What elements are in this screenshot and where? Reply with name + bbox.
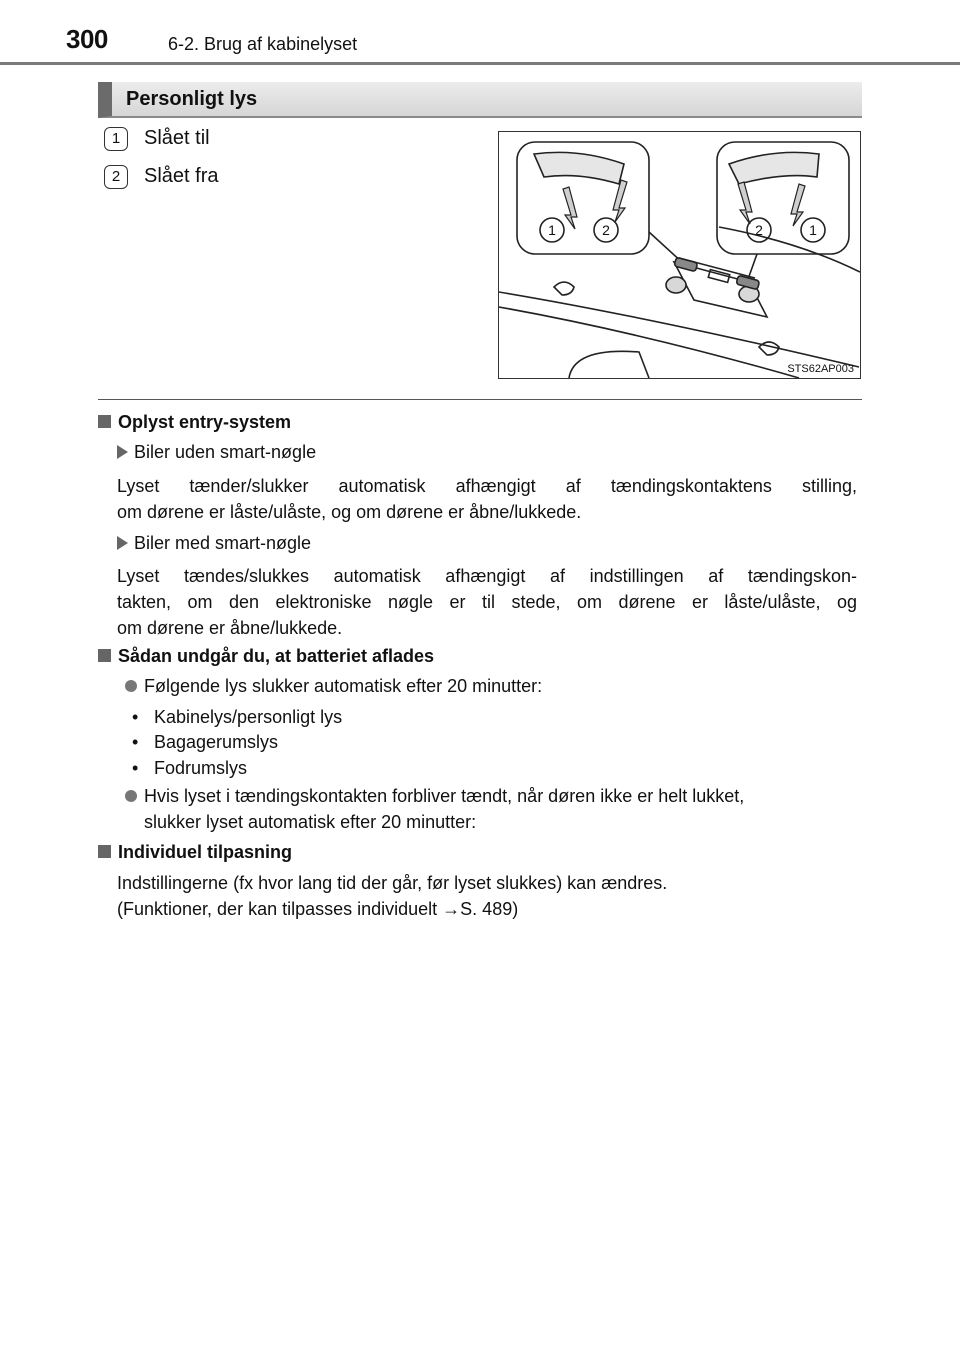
figure-code: STS62AP003 (787, 363, 854, 375)
list-item-text: Fodrumslys (154, 758, 248, 778)
callout-left-2: 2 (602, 222, 610, 238)
number-badge: 2 (104, 165, 128, 189)
dot-point-ignition-light (125, 783, 860, 835)
item-label: Slået til (144, 127, 210, 149)
page-number: 300 (66, 24, 108, 54)
heading-text: Individuel tilpasning (118, 842, 293, 862)
paragraph-line: om dørene er åbne/lukkede. (117, 618, 343, 638)
heading-text: Oplyst entry-system (118, 412, 292, 432)
note-heading-battery (98, 643, 434, 669)
note-heading-customization (98, 839, 292, 865)
section-title: Personligt lys (126, 88, 258, 110)
subheading-text: Biler uden smart-nøgle (134, 442, 317, 462)
list-item-text: Kabinelys/personligt lys (154, 707, 343, 727)
subheading-text: Biler med smart-nøgle (134, 533, 312, 553)
point-text: slukker lyset automatisk efter 20 minutter: (144, 812, 477, 832)
list-item: • Kabinelys/personligt lys (132, 707, 343, 727)
paragraph-line: Indstillingerne (fx hvor lang tid der går, før lyset slukkes) kan ændres. (117, 873, 668, 893)
paragraph-line: om dørene er låste/ulåste, og om dørene er åbne/lukkede. (117, 502, 582, 522)
square-bullet-icon (98, 845, 111, 858)
point-text: Følgende lys slukker automatisk efter 20 minutter: (144, 676, 543, 696)
point-text: Hvis lyset i tændingskontakten forbliver tændt, når døren ikke er helt lukket, (144, 786, 745, 806)
paragraph-line: Lyset tændes/slukkes automatisk afhængigt af indstillingen af tændingskon- (117, 566, 857, 586)
list-item: • Fodrumslys (132, 758, 248, 778)
overhead-console-drawing (499, 132, 860, 378)
callout-right-1: 1 (809, 222, 817, 238)
circle-bullet-icon (125, 790, 137, 802)
circle-bullet-icon (125, 680, 137, 692)
callout-right-2: 2 (755, 222, 763, 238)
header-rule (0, 62, 960, 65)
paragraph-with-smart-key (117, 563, 857, 641)
chapter-title: 6-2. Brug af kabinelyset (168, 34, 358, 54)
section-divider (98, 399, 862, 400)
list-item: • Bagagerumslys (132, 732, 279, 752)
callout-left-1: 1 (548, 222, 556, 238)
page-reference-link[interactable]: (Funktioner, der kan tilpasses individuelt →S. 489) (117, 899, 519, 919)
note-heading-entry-system (98, 409, 291, 435)
triangle-bullet-icon (117, 536, 128, 550)
paragraph-customization (117, 870, 857, 922)
paragraph-without-smart-key (117, 473, 857, 525)
subheading-with-smart-key (117, 530, 311, 556)
section-heading (98, 82, 862, 118)
number-badge: 1 (104, 127, 128, 151)
list-item-text: Bagagerumslys (154, 732, 279, 752)
square-bullet-icon (98, 415, 111, 428)
item-label: Slået fra (144, 165, 219, 187)
subheading-without-smart-key (117, 439, 316, 465)
paragraph-line: takten, om den elektroniske nøgle er til stede, om dørene er låste/ulåste, og (117, 592, 857, 612)
triangle-bullet-icon (117, 445, 128, 459)
personal-light-illustration (498, 131, 861, 379)
dot-point-auto-off (125, 673, 860, 699)
paragraph-line: Lyset tænder/slukker automatisk afhængigt af tændingskontaktens stilling, (117, 476, 857, 496)
heading-text: Sådan undgår du, at batteriet aflades (118, 646, 435, 666)
square-bullet-icon (98, 649, 111, 662)
